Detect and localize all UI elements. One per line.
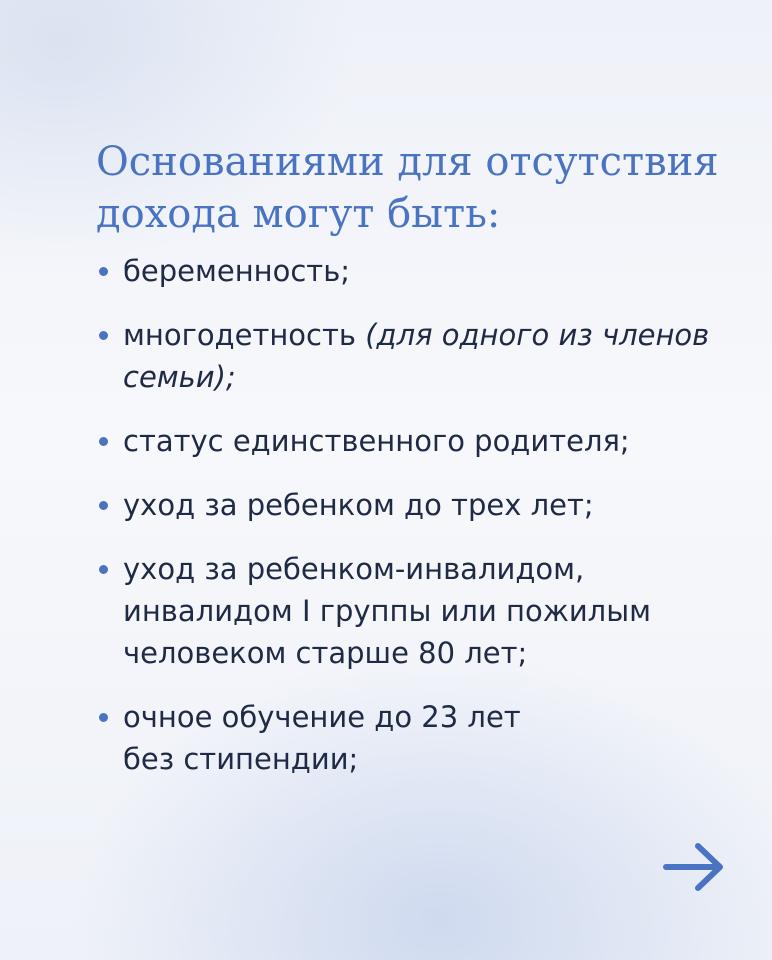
bullet-icon [99, 565, 108, 574]
bullet-icon [99, 331, 108, 340]
bullet-icon [99, 713, 108, 722]
reasons-list [96, 250, 716, 802]
list-item-text: беременность; [123, 254, 351, 288]
bullet-icon [99, 501, 108, 510]
arrow-right-icon [660, 834, 726, 900]
list-item-text: статус единственного родителя; [123, 424, 630, 458]
list-item-pregnancy [96, 250, 716, 292]
bullet-icon [99, 437, 108, 446]
list-item-text: уход за ребенком до трех лет; [123, 488, 594, 522]
list-item-text-line [123, 314, 716, 356]
list-item-disabled-care [96, 548, 716, 674]
card-title [96, 136, 736, 240]
list-item-note: (для одного из членов [365, 318, 710, 352]
list-item-text-line-2: инвалидом I группы или пожилым [123, 594, 651, 628]
card-title-line-1: Основаниями для отсутствия [96, 139, 719, 185]
list-item-text-line-1: очное обучение до 23 лет [123, 700, 521, 734]
card-title-line-2: дохода могут быть: [96, 191, 501, 237]
list-item-large-family [96, 314, 716, 398]
list-item-text: многодетность [123, 318, 366, 352]
list-item-full-time-study [96, 696, 716, 780]
list-item-childcare [96, 484, 716, 526]
list-item-single-parent [96, 420, 716, 462]
list-item-text-line-2: без стипендии; [123, 742, 359, 776]
list-item-note-continued: семьи); [123, 360, 236, 394]
list-item-text-line-1: уход за ребенком-инвалидом, [123, 552, 585, 586]
bullet-icon [99, 267, 108, 276]
list-item-text-line-3: человеком старше 80 лет; [123, 636, 528, 670]
next-button[interactable] [660, 834, 726, 900]
